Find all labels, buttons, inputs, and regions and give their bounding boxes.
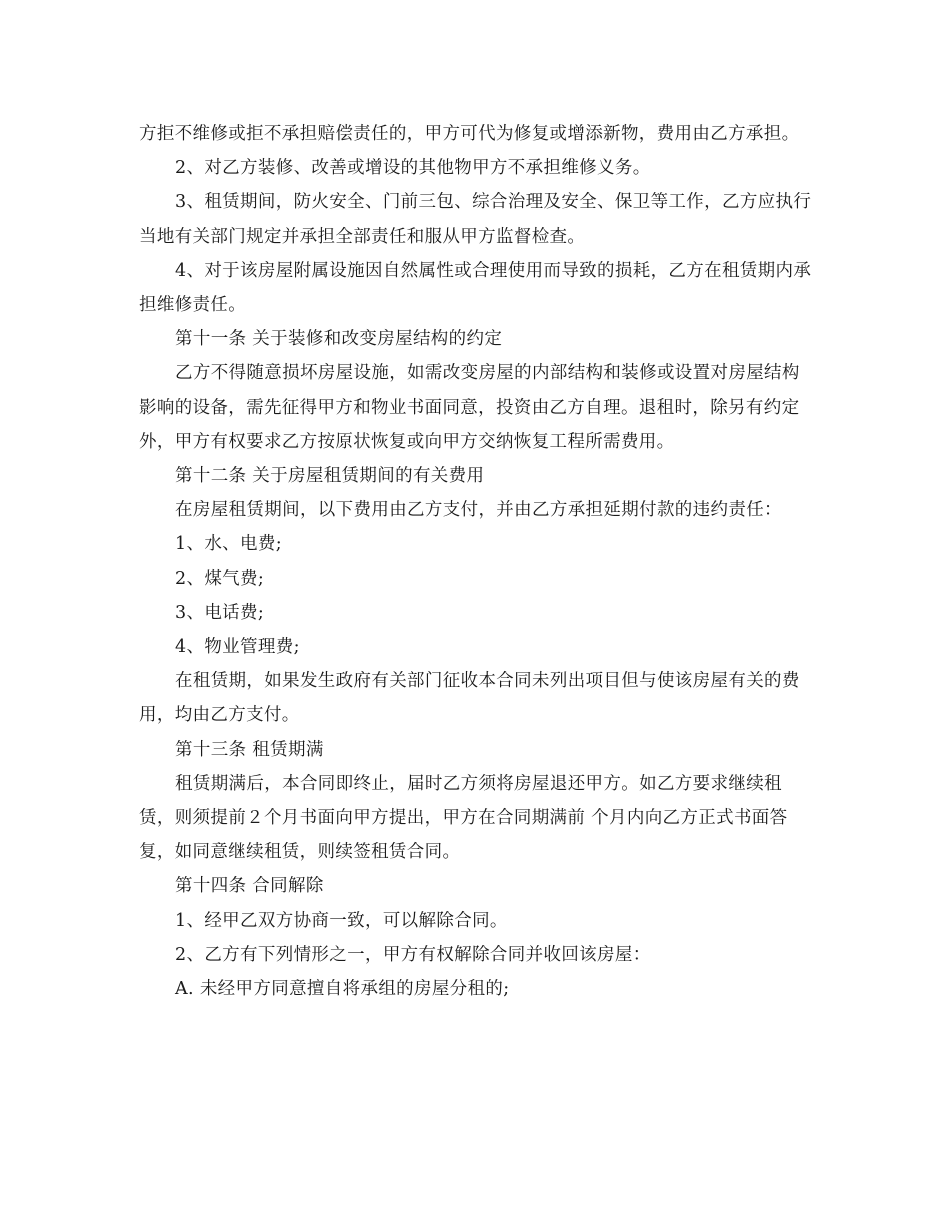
termination-item-1: 1、经甲乙双方协商一致，可以解除合同。 — [175, 910, 508, 931]
clause-item-3: 3、租赁期间，防火安全、门前三包、综合治理及安全、保卫等工作，乙方应执行当地有关部门规定并承担全部责任和服从甲方监督检查。 — [139, 192, 812, 247]
article-11-body: 乙方不得随意损坏房屋设施，如需改变房屋的内部结构和装修或设置对房屋结构影响的设备，需先征得甲方和物业书面同意，投资由乙方自理。退租时，除另有约定外，甲方有权要求乙方按原状恢复或向甲方交纳恢复工程所需费用。 — [139, 363, 800, 452]
article-12-note: 在租赁期，如果发生政府有关部门征收本合同未列出项目但与使该房屋有关的费用，均由乙方支付。 — [139, 671, 800, 726]
article-12-heading: 第十二条 关于房屋租赁期间的有关费用 — [175, 466, 485, 487]
article-12-intro: 在房屋租赁期间，以下费用由乙方支付，并由乙方承担延期付款的违约责任： — [175, 500, 782, 521]
article-13-heading: 第十三条 租赁期满 — [175, 739, 324, 760]
termination-item-2: 2、乙方有下列情形之一，甲方有权解除合同并收回该房屋： — [175, 944, 651, 965]
article-14-heading: 第十四条 合同解除 — [175, 876, 324, 897]
fee-item-3: 3、电话费; — [175, 602, 265, 623]
fee-item-4: 4、物业管理费; — [175, 637, 300, 658]
document-body — [139, 117, 815, 1006]
fee-item-2: 2、煤气费; — [175, 568, 265, 589]
clause-item-4: 4、对于该房屋附属设施因自然属性或合理使用而导致的损耗，乙方在租赁期内承担维修责任。 — [139, 260, 812, 316]
clause-item-2: 2、对乙方装修、改善或增设的其他物甲方不承担维修义务。 — [175, 158, 651, 179]
fee-item-1: 1、水、电费; — [175, 534, 282, 555]
article-13-body: 租赁期满后，本合同即终止，届时乙方须将房屋退还甲方。如乙方要求继续租赁，则须提前２个月书面向甲方提出，甲方在合同期满前 个月内向乙方正式书面答复，如同意继续租赁，则续签租赁合同。 — [139, 773, 788, 863]
termination-subitem-a: A. 未经甲方同意擅自将承组的房屋分租的; — [175, 979, 510, 1000]
paragraph-continuation: 方拒不维修或拒不承担赔偿责任的，甲方可代为修复或增添新物，费用由乙方承担。 — [139, 124, 800, 144]
article-11-heading: 第十一条 关于装修和改变房屋结构的约定 — [175, 329, 503, 350]
